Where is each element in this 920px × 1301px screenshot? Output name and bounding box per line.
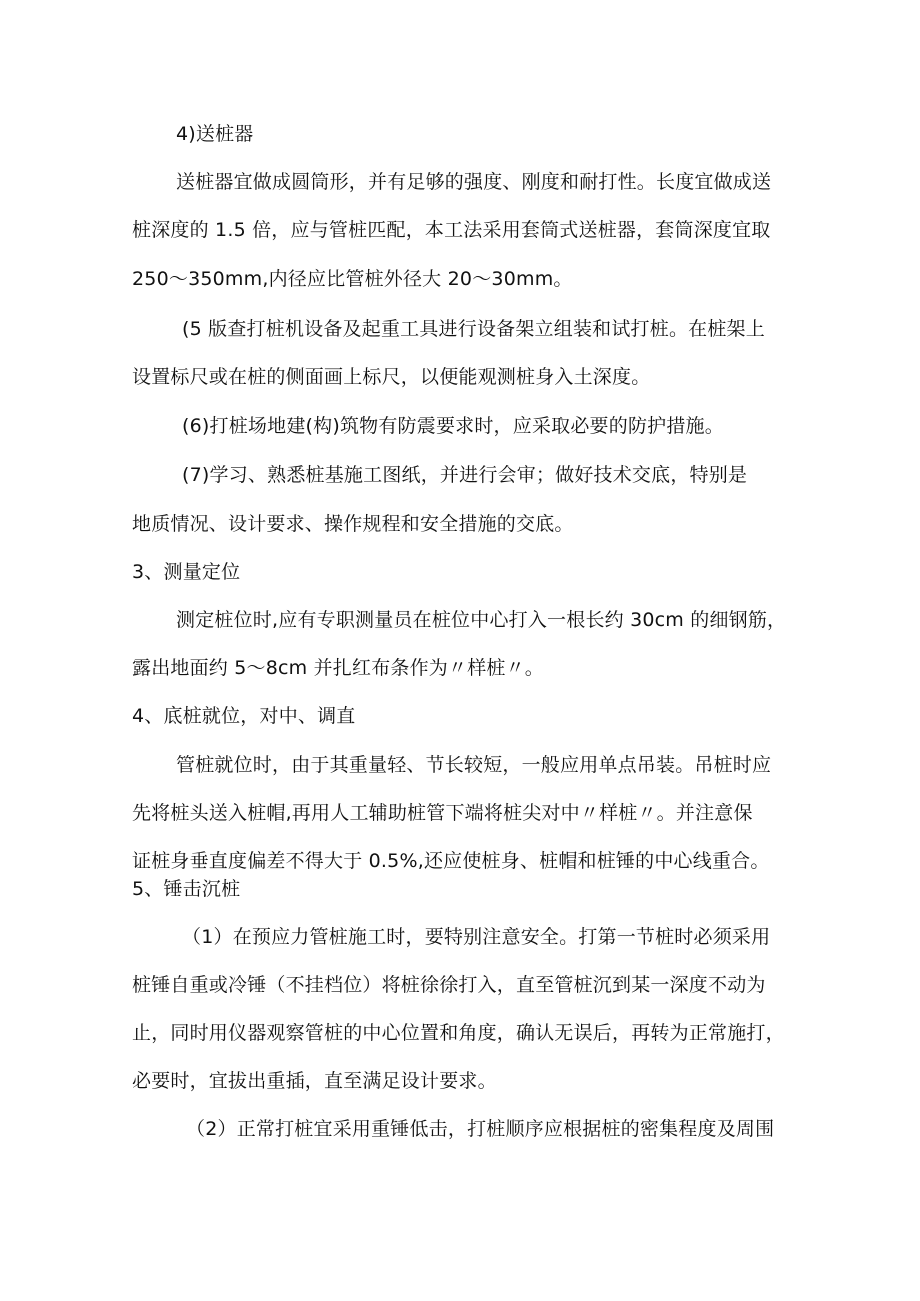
paragraph-line: （2）正常打桩宜采用重锤低击，打桩顺序应根据桩的密集程度及周围 <box>186 1118 775 1140</box>
heading-pile-feeder: 4)送桩器 <box>176 123 254 145</box>
paragraph-line: 管桩就位时，由于其重量轻、节长较短，一般应用单点吊装。吊桩时应 <box>176 754 772 776</box>
paragraph-line: 桩锤自重或冷锤（不挂档位）将桩徐徐打入，直至管桩沉到某一深度不动为 <box>132 974 766 996</box>
paragraph-line: 证桩身垂直度偏差不得大于 0.5%,还应使桩身、桩帽和桩锤的中心线重合。 <box>132 850 770 872</box>
paragraph-line: 必要时，宜拔出重插，直至满足设计要求。 <box>132 1070 497 1092</box>
paragraph-line: （1）在预应力管桩施工时，要特别注意安全。打第一节桩时必须采用 <box>182 926 771 948</box>
paragraph-line: 测定桩位时,应有专职测量员在桩位中心打入一根长约 30cm 的细钢筋， <box>176 609 787 631</box>
paragraph-line: (7)学习、熟悉桩基施工图纸，并进行会审；做好技术交底，特别是 <box>182 464 748 486</box>
paragraph-line: 桩深度的 1.5 倍，应与管桩匹配，本工法采用套筒式送桩器，套筒深度宜取 <box>132 219 771 241</box>
paragraph-line: 250～350mm,内径应比管桩外径大 20～30mm。 <box>132 268 573 290</box>
paragraph-line: (5 版查打桩机设备及起重工具进行设备架立组装和试打桩。在桩架上 <box>182 318 765 340</box>
paragraph-line: 先将桩头送入桩帽,再用人工辅助桩管下端将桩尖对中〃样桩〃。并注意保 <box>132 802 753 824</box>
section-heading-hammer-sinking: 5、锤击沉桩 <box>132 878 241 900</box>
paragraph-line: (6)打桩场地建(构)筑物有防震要求时，应采取必要的防护措施。 <box>182 415 724 437</box>
paragraph-line: 设置标尺或在桩的侧面画上标尺，以便能观测桩身入土深度。 <box>132 366 651 388</box>
paragraph-line: 送桩器宜做成圆筒形，并有足够的强度、刚度和耐打性。长度宜做成送 <box>176 171 772 193</box>
section-heading-survey-positioning: 3、测量定位 <box>132 561 241 583</box>
paragraph-line: 止，同时用仪器观察管桩的中心位置和角度，确认无误后，再转为正常施打， <box>132 1022 785 1044</box>
paragraph-line: 地质情况、设计要求、操作规程和安全措施的交底。 <box>132 513 574 535</box>
paragraph-line: 露出地面约 5～8cm 并扎红布条作为〃样桩〃。 <box>132 657 545 679</box>
section-heading-bottom-pile: 4、底桩就位，对中、调直 <box>132 705 356 727</box>
